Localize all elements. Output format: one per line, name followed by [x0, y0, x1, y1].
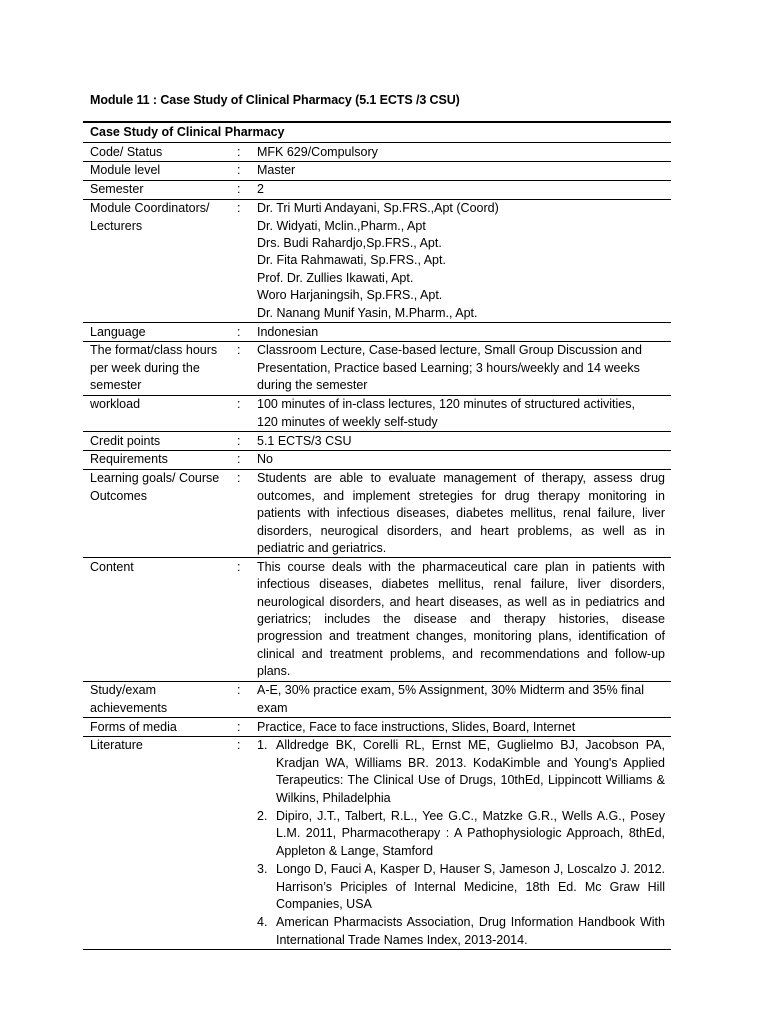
row-value: Master [257, 163, 296, 178]
row-value: 2 [257, 182, 264, 197]
row-label: Module level [90, 163, 161, 178]
row-colon: : [237, 324, 241, 339]
row-value [257, 737, 671, 949]
row-label: workload [90, 397, 141, 412]
row-value: MFK 629/Compulsory [257, 144, 378, 159]
row-label: Forms of media [90, 719, 177, 734]
row-colon: : [237, 452, 241, 467]
row-requirements [83, 451, 671, 470]
literature-text: Longo D, Fauci A, Kasper D, Hauser S, Jameson J, Loscalzo J. 2012. Harrison’s Priciples of Internal Medicine, 18th Ed. Mc Graw Hill Companies, USA [276, 862, 665, 912]
value-line: 100 minutes of in-class lectures, 120 minutes of structured activities, [257, 397, 635, 412]
label-line: per week during the [90, 360, 200, 375]
label-line: Lecturers [90, 218, 143, 233]
value-line: A-E, 30% practice exam, 5% Assignment, 30% Midterm and 35% final [257, 683, 644, 698]
row-colon: : [237, 182, 241, 197]
label-line: Outcomes [90, 488, 147, 503]
literature-text: Alldredge BK, Corelli RL, Ernst ME, Guglielmo BJ, Jacobson PA, Kradjan WA, Williams BR. 2013. KodaKimble and Young's Applied Terapeutics: The Clinical Use of Drugs, 10thEd, Lippincott Williams & Wilkins, Philadelphia [276, 738, 665, 805]
page-title: Module 11 : Case Study of Clinical Pharmacy (5.1 ECTS /3 CSU) [90, 93, 460, 107]
label-line: achievements [90, 700, 168, 715]
label-line: The format/class hours [90, 343, 218, 358]
literature-list [257, 737, 665, 949]
value-line: during the semester [257, 378, 368, 393]
literature-number: 3. [257, 862, 268, 877]
row-label [83, 470, 237, 558]
lecturer-name: Drs. Budi Rahardjo,Sp.FRS., Apt. [257, 236, 442, 251]
label-line: Study/exam [90, 683, 157, 698]
value-line: exam [257, 700, 288, 715]
row-colon: : [237, 343, 241, 358]
module-table [83, 121, 671, 950]
value-line: Classroom Lecture, Case-based lecture, Small Group Discussion and [257, 343, 642, 358]
row-media [83, 718, 671, 737]
row-module-level [83, 162, 671, 181]
row-label: Code/ Status [90, 144, 163, 159]
row-credit-points [83, 432, 671, 451]
row-label: Literature [90, 738, 143, 753]
row-colon: : [237, 719, 241, 734]
row-colon: : [237, 471, 241, 486]
row-coordinators [83, 200, 671, 323]
value-line: Presentation, Practice based Learning; 3 hours/weekly and 14 weeks [257, 360, 640, 375]
row-label: Language [90, 324, 146, 339]
literature-item [257, 737, 665, 807]
row-label: Credit points [90, 433, 161, 448]
row-format [83, 342, 671, 396]
row-value [257, 682, 671, 717]
row-value: Practice, Face to face instructions, Slides, Board, Internet [257, 719, 576, 734]
row-learning-goals [83, 470, 671, 559]
row-workload [83, 396, 671, 432]
literature-item [257, 808, 665, 860]
row-label [83, 200, 237, 322]
row-literature [83, 737, 671, 949]
literature-text: Dipiro, J.T., Talbert, R.L., Yee G.C., Matzke G.R., Wells A.G., Posey L.M. 2011, Pharmacotherapy : A Pathophysiologic Approach, 8thEd, Appleton & Lange, Stamford [276, 809, 665, 858]
literature-text: American Pharmacists Association, Drug Information Handbook With International Trade Names Index, 2013-2014. [276, 915, 665, 947]
row-colon: : [237, 144, 241, 159]
row-language [83, 323, 671, 342]
row-value: This course deals with the pharmaceutical care plan in patients with infectious diseases, diabetes mellitus, renal failure, liver disorders, neurological disorders, and heart diseases, as well as in pediatrics and geriatrics; includes the disease and therapy histories, disease progression and treatment changes, monitoring plans, identification of clinical and treatment problems, and recommendations and follow-up plans. [257, 559, 665, 679]
row-colon: : [237, 397, 241, 412]
literature-item [257, 914, 665, 949]
row-value: No [257, 452, 273, 467]
lecturer-name: Prof. Dr. Zullies Ikawati, Apt. [257, 270, 414, 285]
row-value: Indonesian [257, 324, 319, 339]
row-label [83, 682, 237, 717]
literature-item [257, 861, 665, 913]
label-line: Learning goals/ Course [90, 471, 220, 486]
literature-number: 2. [257, 809, 268, 824]
lecturer-name: Dr. Widyati, Mclin.,Pharm., Apt [257, 218, 426, 233]
row-colon: : [237, 201, 241, 216]
row-value: Students are able to evaluate management of therapy, assess drug outcomes, and implement stretegies for drug therapy monitoring in patients with infectious diseases, diabetes mellitus, renal failure, liver disorders, neurogical disorders, and heart problems, as well as in pediatric and geriatrics. [257, 471, 665, 555]
row-label: Content [90, 559, 134, 574]
row-label: Requirements [90, 452, 168, 467]
row-exam [83, 682, 671, 718]
row-code-status [83, 143, 671, 162]
row-colon: : [237, 163, 241, 178]
row-value [257, 396, 671, 431]
row-colon: : [237, 433, 241, 448]
row-value [257, 342, 671, 395]
row-colon: : [237, 738, 241, 753]
value-line: 120 minutes of weekly self-study [257, 414, 438, 429]
literature-number: 1. [257, 738, 268, 753]
label-line: Module Coordinators/ [90, 201, 210, 216]
lecturer-name: Dr. Tri Murti Andayani, Sp.FRS.,Apt (Coord) [257, 201, 499, 216]
row-value: 5.1 ECTS/3 CSU [257, 433, 352, 448]
lecturer-name: Dr. Nanang Munif Yasin, M.Pharm., Apt. [257, 305, 478, 320]
row-content [83, 558, 671, 681]
row-value [257, 200, 671, 322]
lecturer-name: Woro Harjaningsih, Sp.FRS., Apt. [257, 288, 443, 303]
row-colon: : [237, 559, 241, 574]
row-label: Semester [90, 182, 144, 197]
row-colon: : [237, 683, 241, 698]
literature-number: 4. [257, 915, 268, 930]
row-label [83, 342, 237, 395]
label-line: semester [90, 378, 142, 393]
table-header: Case Study of Clinical Pharmacy [83, 123, 671, 143]
row-semester [83, 181, 671, 200]
lecturer-name: Dr. Fita Rahmawati, Sp.FRS., Apt. [257, 253, 446, 268]
